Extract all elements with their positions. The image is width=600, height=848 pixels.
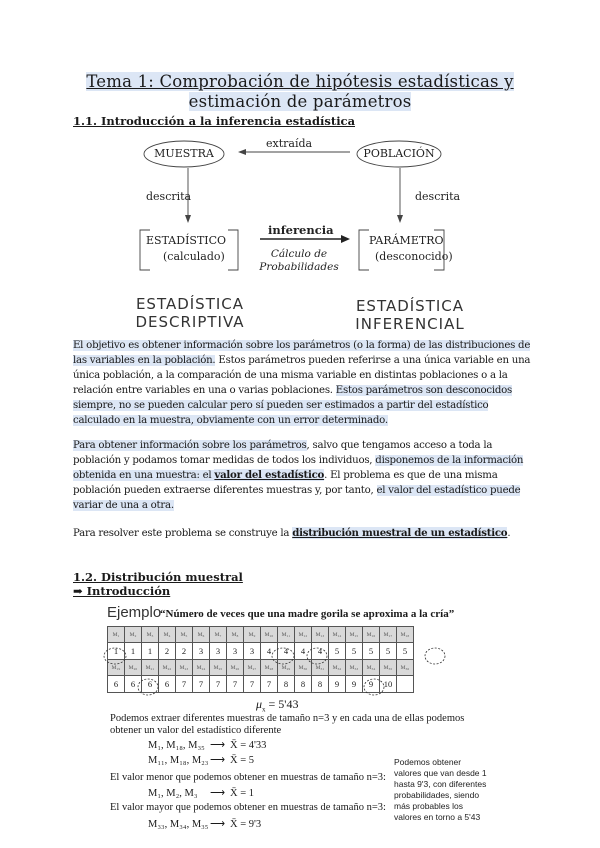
table-value-cell: 6 <box>108 676 125 693</box>
poblacion-label: POBLACIÓN <box>363 147 435 160</box>
table-value-cell: 1 <box>142 643 159 660</box>
table-value-cell: 9 <box>329 676 346 693</box>
table-header-cell: M₂ <box>125 627 142 643</box>
circle-annotations <box>100 640 500 700</box>
extraida-label: extraída <box>266 137 313 150</box>
table-value-cell: 3 <box>227 643 244 660</box>
table-value-cell: 1 <box>108 643 125 660</box>
table-value-cell: 7 <box>210 676 227 693</box>
table-header-cell: M₄ <box>159 627 176 643</box>
table-value-cell: 6 <box>142 676 159 693</box>
table-value-cell: 5 <box>397 643 414 660</box>
table-header-cell: M₁₃ <box>312 627 329 643</box>
section-2-subheading: ➡ Introducción <box>73 584 171 598</box>
estadistico-label: ESTADÍSTICO <box>146 234 227 247</box>
table-header-cell: M₇ <box>210 627 227 643</box>
table-header-cell: M₃₁ <box>312 660 329 676</box>
desconocido-label: (desconocido) <box>375 250 453 263</box>
table-header-cell: M₁₈ <box>397 627 414 643</box>
table-value-cell: 6 <box>159 676 176 693</box>
table-header-cell: M₁₄ <box>329 627 346 643</box>
table-header-cell: M₁₇ <box>380 627 397 643</box>
table-header-cell: M₁₂ <box>295 627 312 643</box>
table-header-cell: M₈ <box>227 627 244 643</box>
sample-1: M₁, M₁₈, M₃₅ <box>148 740 205 751</box>
table-value-cell: 8 <box>295 676 312 693</box>
table-value-cell: 4 <box>312 643 329 660</box>
table-value-cell: 5 <box>329 643 346 660</box>
table-header-cell: M₂₅ <box>210 660 227 676</box>
table-header-cell: M₂₄ <box>193 660 210 676</box>
table-value-cell: 5 <box>363 643 380 660</box>
descrita-left-label: descrita <box>146 190 192 203</box>
table-value-cell: 6 <box>125 676 142 693</box>
arrow-3: ⟶ <box>210 788 226 799</box>
table-value-cell: 3 <box>210 643 227 660</box>
table-value-cell: 10 <box>380 676 397 693</box>
table-header-cell: M₁₀ <box>261 627 278 643</box>
population-mean: $\mu_x = 5'43$ <box>256 697 299 714</box>
example-text-1: Podemos extraer diferentes muestras de tamaño n=3 y en cada una de ellas podemos obtener un valor del estadístico diferente <box>110 713 465 736</box>
table-value-cell: 4 <box>261 643 278 660</box>
page-title <box>0 72 600 112</box>
paragraph-obtener: Para obtener información sobre los parámetros, salvo que tengamos acceso a toda la población y podamos tomar medidas de todos los individuos, disponemos de la información obtenida en una muestra: el valor del estadístico. El problema es que de una misma población pueden extraerse diferentes muestras y, por tanto, el valor del estadístico puede variar de una a otra. <box>73 440 524 511</box>
parametro-label: PARÁMETRO <box>369 234 444 247</box>
table-header-cell: M₂₀ <box>125 660 142 676</box>
table-value-cell: 8 <box>312 676 329 693</box>
inferencia-label: inferencia <box>268 223 334 237</box>
table-header-cell: M₉ <box>244 627 261 643</box>
sample-4: M₃₃, M₃₄, M₃₅ <box>148 819 209 830</box>
table-header-cell: M₂₂ <box>159 660 176 676</box>
table-header-cell: M₃₅ <box>380 660 397 676</box>
table-header-cell: M₂₁ <box>142 660 159 676</box>
result-1: X̄ = 4'33 <box>230 740 267 751</box>
example-text-2: El valor menor que podemos obtener en muestras de tamaño n=3: <box>110 772 386 783</box>
arrow-2: ⟶ <box>210 755 226 766</box>
example-note: Podemos obtener valores que van desde 1 hasta 9'3, con diferentes probabilidades, siendo más probables los valores en torno a 5'43 <box>394 757 487 822</box>
descrita-right-label: descrita <box>415 190 461 203</box>
example-label: Ejemplo <box>107 604 162 621</box>
table-header-cell: M₃₃ <box>346 660 363 676</box>
table-value-cell: 9 <box>363 676 380 693</box>
table-value-cell: 3 <box>193 643 210 660</box>
table-value-cell: 7 <box>176 676 193 693</box>
table-header-cell: M₆ <box>193 627 210 643</box>
table-value-cell: 1 <box>125 643 142 660</box>
estadistica-inferencial: ESTADÍSTICA INFERENCIAL <box>355 297 465 333</box>
table-header-cell: M₃₆ <box>397 660 414 676</box>
result-4: X̄ = 9'3 <box>230 819 262 830</box>
table-value-cell: 7 <box>261 676 278 693</box>
table-header-cell: M₃₀ <box>295 660 312 676</box>
paragraph-objetivo: El objetivo es obtener información sobre los parámetros (o la forma) de las distribuciones de las variables en la población. Estos parámetros pueden referirse a una única variable en una única población, a la comparación de una misma variable en distintas poblaciones o a la relación entre variables en una o varias poblaciones. Estos parámetros son desconocidos siempre, no se pueden calcular pero sí pueden ser estimados a partir del estadístico calculado en la muestra, obviamente con un error determinado. <box>73 340 531 426</box>
table-header-cell: M₅ <box>176 627 193 643</box>
table-header-cell: M₁ <box>108 627 125 643</box>
sample-2: M₁₁, M₁₈, M₂₃ <box>148 755 209 766</box>
section-1-heading: 1.1. Introducción a la inferencia estadística <box>73 114 356 128</box>
calculado-label: (calculado) <box>163 250 225 263</box>
table-header-cell: M₁₆ <box>363 627 380 643</box>
table-value-cell: 7 <box>193 676 210 693</box>
table-value-cell: 8 <box>278 676 295 693</box>
table-value-cell: 7 <box>227 676 244 693</box>
muestra-label: MUESTRA <box>154 147 214 160</box>
calculo-probabilidades-label: Cálculo de Probabilidades <box>259 248 339 273</box>
arrow-4: ⟶ <box>210 819 226 830</box>
result-2: X̄ = 5 <box>230 755 255 766</box>
table-header-cell: M₂₃ <box>176 660 193 676</box>
title-line-1: Tema 1: Comprobación de hipótesis estadísticas y <box>86 72 514 91</box>
table-value-cell: 7 <box>244 676 261 693</box>
estadistica-descriptiva: ESTADÍSTICA DESCRIPTIVA <box>135 295 245 331</box>
table-value-cell: 4 <box>278 643 295 660</box>
table-header-cell: M₂₇ <box>244 660 261 676</box>
table-header-cell: M₂₈ <box>261 660 278 676</box>
example-text-3: El valor mayor que podemos obtener en muestras de tamaño n=3: <box>110 802 386 813</box>
table-header-cell: M₁₁ <box>278 627 295 643</box>
table-header-cell: M₃ <box>142 627 159 643</box>
table-header-cell: M₃₂ <box>329 660 346 676</box>
arrow-1: ⟶ <box>210 740 226 751</box>
table-header-cell: M₃₄ <box>363 660 380 676</box>
table-value-cell: 4 <box>295 643 312 660</box>
table-value-cell: 2 <box>159 643 176 660</box>
table-value-cell: 9 <box>346 676 363 693</box>
sample-3: M₁, M₂, M₃ <box>148 788 198 799</box>
table-value-cell: 5 <box>346 643 363 660</box>
paragraph-resolver: Para resolver este problema se construye la distribución muestral de un estadístico. <box>73 527 511 539</box>
result-3: X̄ = 1 <box>230 788 255 799</box>
table-header-cell: M₁₉ <box>108 660 125 676</box>
table-header-cell: M₁₅ <box>346 627 363 643</box>
table-value-cell: 3 <box>244 643 261 660</box>
title-line-2: estimación de parámetros <box>188 92 412 111</box>
table-header-cell: M₂₆ <box>227 660 244 676</box>
example-question: “Número de veces que una madre gorila se aproxima a la cría” <box>160 608 455 620</box>
table-header-cell: M₂₉ <box>278 660 295 676</box>
section-2-heading: 1.2. Distribución muestral <box>73 570 243 584</box>
table-value-cell: 5 <box>380 643 397 660</box>
table-value-cell: 2 <box>176 643 193 660</box>
